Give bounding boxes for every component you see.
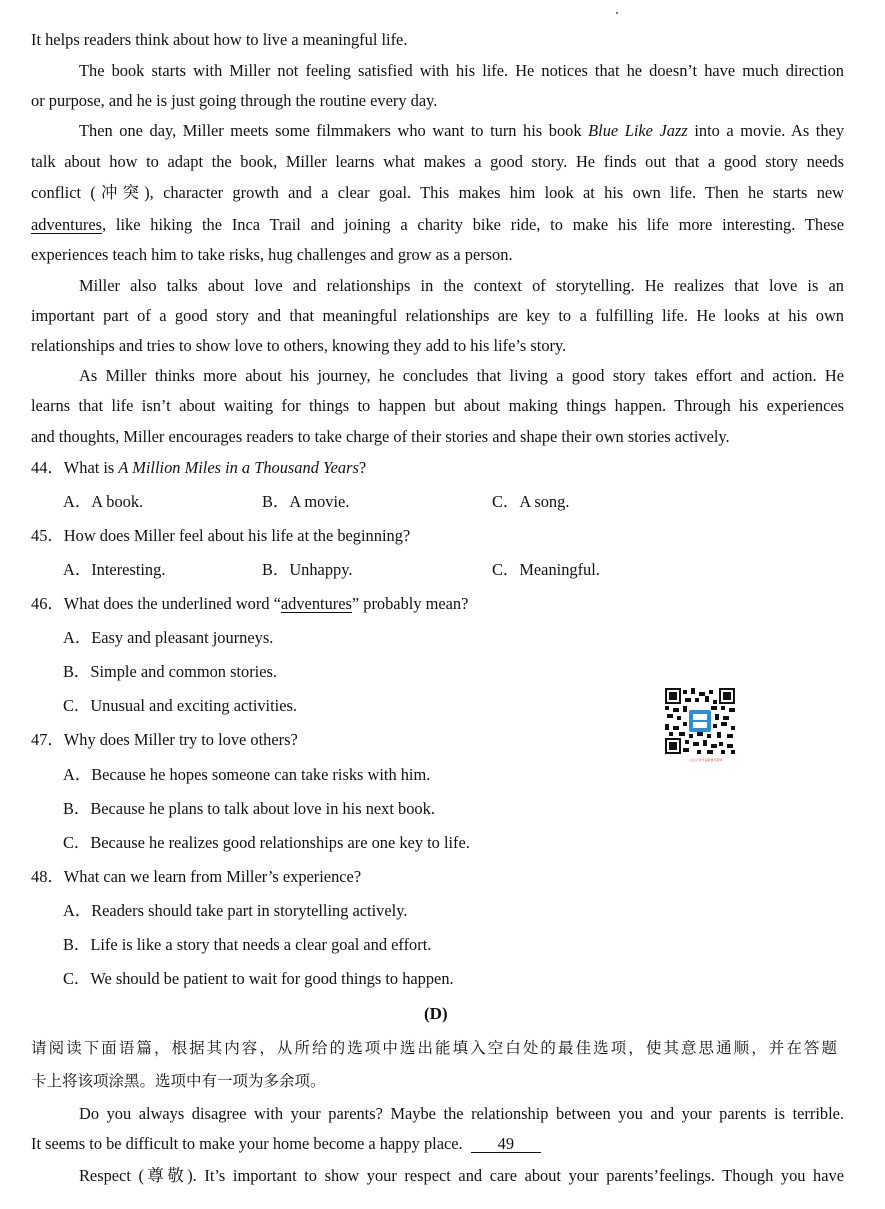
- instruction-line: 请阅读下面语篇，根据其内容，从所给的选项中选出能填入空白处的最佳选项，使其意思通顺，并在答题: [31, 1039, 837, 1057]
- passage-line: [79, 121, 844, 141]
- option-48-b: B．Life is like a story that needs a clear goal and effort.: [63, 935, 432, 954]
- option-45-a: A．Interesting.: [63, 560, 166, 579]
- text-run: ?: [358, 458, 367, 477]
- text-run: It seems to be difficult to make your home become a happy place.: [31, 1134, 463, 1153]
- passage-line: relationships and tries to show love to others, knowing they add to his life’s story.: [31, 336, 567, 355]
- question-48-stem: 48．What can we learn from Miller’s experience?: [31, 867, 362, 886]
- option-47-a: A．Because he hopes someone can take risks with him.: [63, 765, 431, 784]
- passage-line: Respect (尊敬). It’s important to show your respect and care about your parents’feelings. Though you have: [79, 1166, 844, 1185]
- question-44-stem: [31, 458, 366, 478]
- option-44-b: B．A movie.: [262, 492, 350, 511]
- text-run: , like hiking the Inca Trail and joining a charity bike ride, to make his life more interesting. These: [102, 215, 844, 234]
- text-run: Then one day, Miller meets some filmmakers who want to turn his book: [79, 121, 589, 140]
- passage-line: talk about how to adapt the book, Miller learns what makes a good story. He finds out that a good story needs: [31, 152, 844, 171]
- option-44-a: A．A book.: [63, 492, 144, 511]
- option-45-b: B．Unhappy.: [262, 560, 353, 579]
- question-47-stem: 47．Why does Miller try to love others?: [31, 730, 298, 749]
- text-run: 46．What does the underlined word “: [31, 594, 281, 613]
- text-run: into a movie. As they: [687, 121, 845, 140]
- passage-line: [31, 1134, 541, 1154]
- passage-line: important part of a good story and that meaningful relationships are key to a fulfilling life. He looks at his own: [31, 306, 844, 325]
- qr-caption: 关注公众号获取更多资料: [689, 758, 723, 762]
- passage-line: Miller also talks about love and relationships in the context of storytelling. He realizes that love is an: [79, 276, 844, 295]
- passage-line: learns that life isn’t about waiting for things to happen but about making things happen. Through his experiences: [31, 396, 844, 415]
- underlined-word: adventures: [31, 215, 102, 234]
- option-46-c: C．Unusual and exciting activities.: [63, 696, 297, 715]
- passage-line: experiences teach him to take risks, hug challenges and grow as a person.: [31, 245, 513, 264]
- book-title: Blue Like Jazz: [588, 121, 688, 140]
- question-46-stem: [31, 594, 468, 614]
- option-48-c: C．We should be patient to wait for good things to happen.: [63, 969, 454, 988]
- option-48-a: A．Readers should take part in storytelling actively.: [63, 901, 408, 920]
- passage-line: The book starts with Miller not feeling satisfied with his life. He notices that he doesn’t have much direction: [79, 61, 844, 80]
- option-47-c: C．Because he realizes good relationships are one key to life.: [63, 833, 470, 852]
- passage-line: Do you always disagree with your parents? Maybe the relationship between you and your parents is terrible.: [79, 1104, 844, 1123]
- qr-code-icon[interactable]: [665, 688, 735, 754]
- passage-line: or purpose, and he is just going through the routine every day.: [31, 91, 438, 110]
- option-46-b: B．Simple and common stories.: [63, 662, 277, 681]
- passage-line: conflict (冲突), character growth and a clear goal. This makes him look at his own life. Then he starts new: [31, 183, 844, 202]
- underlined-word: adventures: [280, 594, 352, 613]
- option-47-b: B．Because he plans to talk about love in his next book.: [63, 799, 435, 818]
- passage-line: It helps readers think about how to live a meaningful life.: [31, 30, 408, 49]
- option-44-c: C．A song.: [492, 492, 570, 511]
- passage-line: and thoughts, Miller encourages readers to take charge of their stories and shape their own stories actively.: [31, 427, 730, 446]
- answer-blank-49[interactable]: 49: [471, 1136, 541, 1153]
- instruction-line: 卡上将该项涂黑。选项中有一项为多余项。: [31, 1072, 326, 1090]
- option-45-c: C．Meaningful.: [492, 560, 600, 579]
- text-run: ” probably mean?: [351, 594, 469, 613]
- passage-line: [31, 215, 844, 235]
- option-46-a: A．Easy and pleasant journeys.: [63, 628, 274, 647]
- section-heading: (D): [424, 1004, 448, 1023]
- passage-line: As Miller thinks more about his journey, he concludes that living a good story takes effort and action. He: [79, 366, 844, 385]
- speck-mark: [616, 12, 618, 14]
- text-run: 44．What is: [31, 458, 119, 477]
- question-45-stem: 45．How does Miller feel about his life at the beginning?: [31, 526, 411, 545]
- book-title: A Million Miles in a Thousand Years: [118, 458, 359, 477]
